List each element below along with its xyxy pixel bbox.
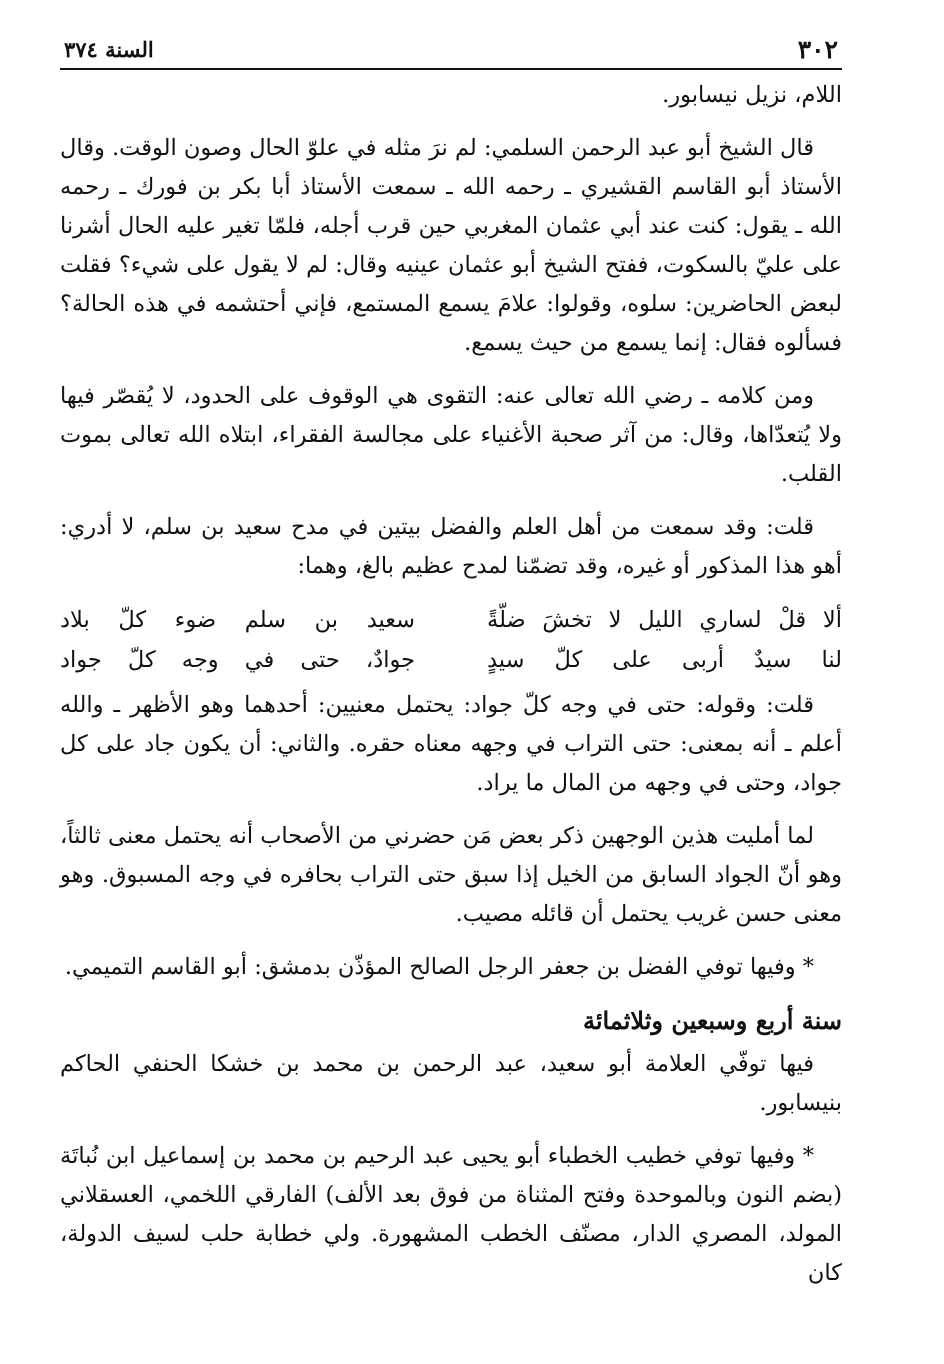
- running-header: [60, 30, 842, 70]
- poem-hemistich-second: سعيد بن سلم ضوء كلّ بلاد: [60, 607, 415, 633]
- paragraph-sayings: ومن كلامه ـ رضي الله تعالى عنه: التقوى هي الوقوف على الحدود، لا يُقصّر فيها ولا يُتعدّاها، وقال: من آثر صحبة الأغنياء على مجالسة الفقراء، ابتلاه الله تعالى بموت القلب.: [60, 383, 842, 487]
- paragraph-third-meaning: لما أمليت هذين الوجهين ذكر بعض مَن حضرني من الأصحاب أنه يحتمل معنى ثالثاً، وهو أنّ الجواد السابق من الخيل إذا سبق حتى التراب بحافره في وجه المسبوق. وهو معنى حسن غريب يحتمل أن قائله مصيب.: [60, 823, 842, 927]
- poem-verse: [60, 600, 842, 640]
- poem-hemistich-first: ألا قلْ لساري الليل لا تخشَ ضلّةً: [487, 607, 842, 633]
- year-label: السنة ٣٧٤: [64, 37, 154, 62]
- page-body: [60, 76, 842, 1293]
- poem-hemistich-first: لنا سيدٌ أربى على كلّ سيدٍ: [487, 647, 842, 673]
- section-title: سنة أربع وسبعين وثلاثمائة: [582, 1006, 842, 1035]
- paragraph-poem-intro: قلت: وقد سمعت من أهل العلم والفضل بيتين في مدح سعيد بن سلم، لا أدري: أهو هذا المذكور أو غيره، وقد تضمّنا لمدح عظيم بالغ، وهما:: [60, 514, 842, 579]
- page-number: ٣٠٢: [797, 35, 838, 64]
- book-page: [60, 30, 842, 1293]
- poem: [60, 600, 842, 680]
- paragraph-death-notice: * وفيها توفي الفضل بن جعفر الرجل الصالح المؤذّن بدمشق: أبو القاسم التميمي.: [64, 954, 814, 980]
- paragraph-section-entry: فيها توفّي العلامة أبو سعيد، عبد الرحمن بن محمد بن خشكا الحنفي الحاكم بنيسابور.: [60, 1051, 842, 1116]
- poem-verse: [60, 640, 842, 680]
- paragraph-sulami-quote: قال الشيخ أبو عبد الرحمن السلمي: لم نرَ مثله في علوّ الحال وصون الوقت. وقال الأستاذ أبو القاسم القشيري ـ رحمه الله ـ سمعت الأستاذ أبا بكر بن فورك ـ رحمه الله ـ يقول: كنت عند أبي عثمان المغربي حين قرب أجله، فلمّا تغير عليه الحال أشرنا على عليّ بالسكوت، ففتح الشيخ أبو عثمان عينيه وقال: لم لا يقول على شيء؟ فقلت لبعض الحاضرين: سلوه، وقولوا: علامَ يسمع المستمع، فإني أحتشمه في هذه الحالة؟ فسألوه فقال: إنما يسمع من حيث يسمع.: [60, 135, 842, 356]
- paragraph-commentary: قلت: وقوله: حتى في وجه كلّ جواد: يحتمل معنيين: أحدهما وهو الأظهر ـ والله أعلم ـ أنه بمعنى: حتى التراب في وجهه معناه حقره. والثاني: أن يكون جاد على كل جواد، وحتى في وجهه من المال ما يراد.: [60, 692, 842, 796]
- paragraph-section-entry: * وفيها توفي خطيب الخطباء أبو يحيى عبد الرحيم بن محمد بن إسماعيل ابن نُباتَة (بضم النون وبالموحدة وفتح المثناة من فوق بعد الألف) الفارقي اللخمي، العسقلاني المولد، المصري الدار، مصنّف الخطب المشهورة. ولي خطابة حلب لسيف الدولة، كان: [60, 1143, 842, 1286]
- paragraph-continuation: اللام، نزيل نيسابور.: [662, 82, 842, 108]
- poem-hemistich-second: جوادٌ، حتى في وجه كلّ جواد: [60, 647, 415, 673]
